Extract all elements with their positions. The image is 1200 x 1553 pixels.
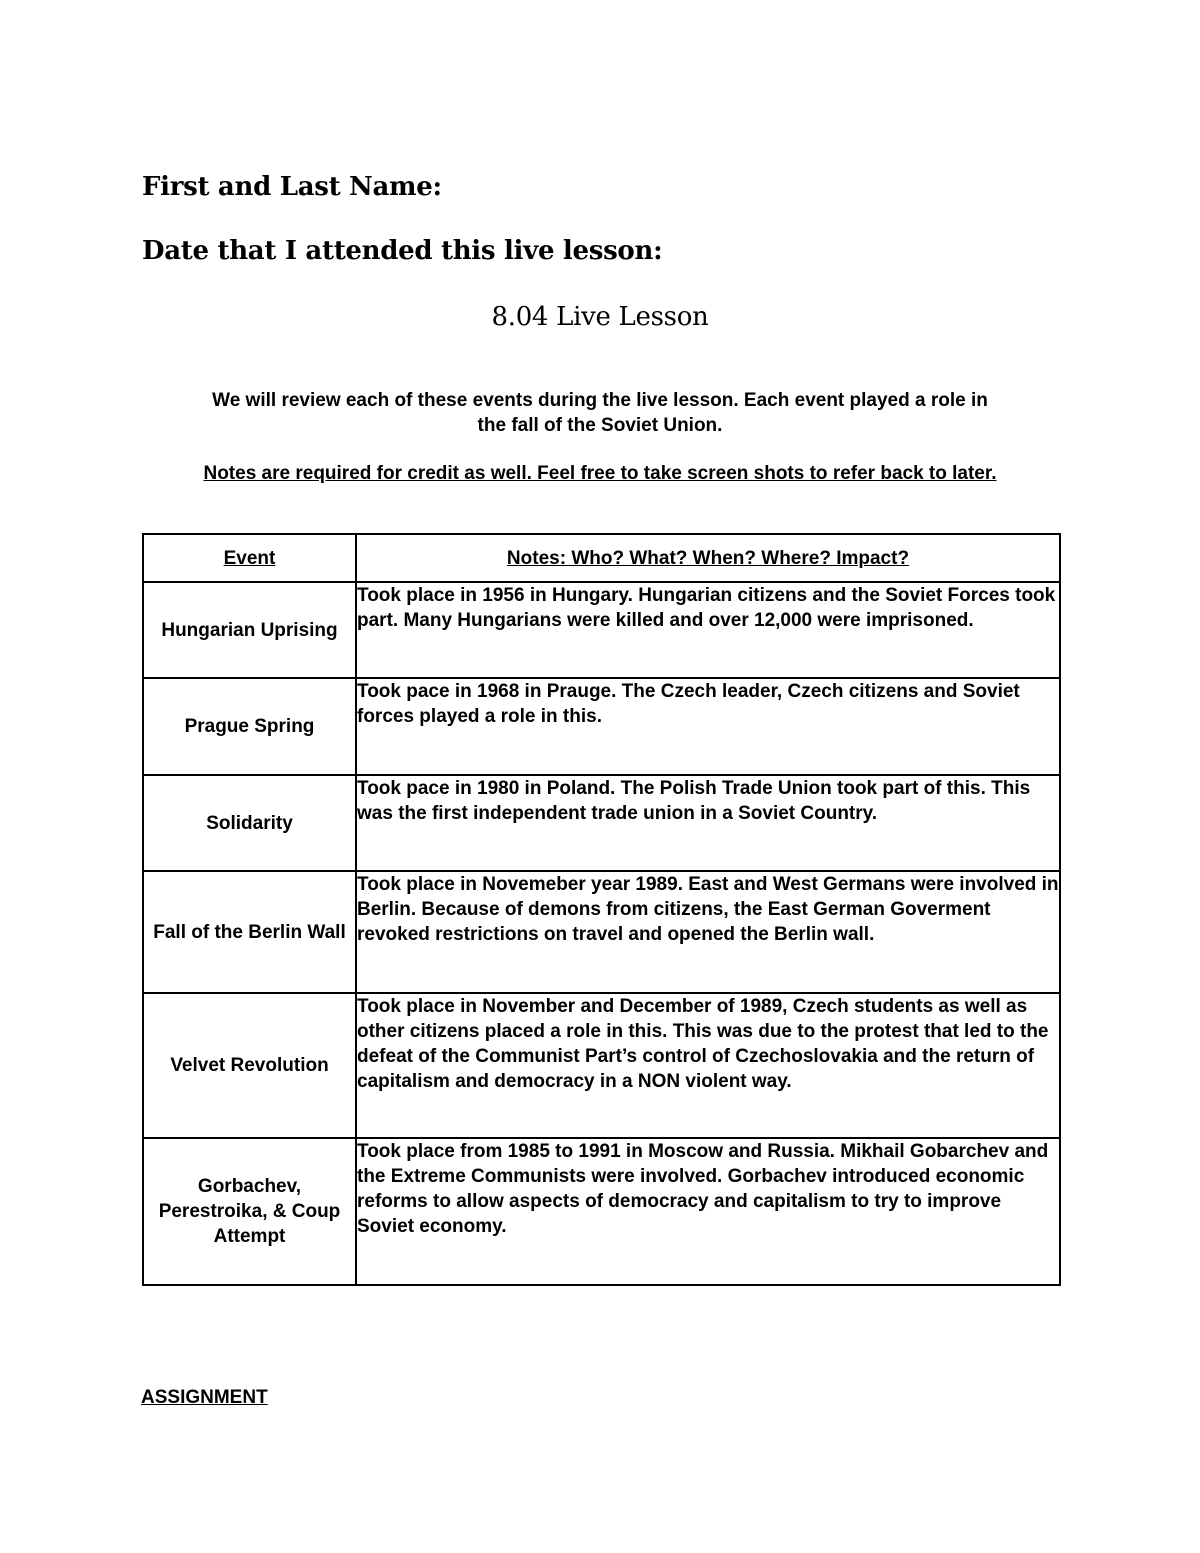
event-cell <box>143 678 356 775</box>
notes-cell[interactable] <box>356 871 1060 993</box>
events-table <box>142 533 1061 1286</box>
intro-line-1: We will review each of these events during the live lesson. Each event played a role in <box>212 390 988 411</box>
intro-line-2: the fall of the Soviet Union. <box>477 415 723 436</box>
notes-text: Took pace in 1980 in Poland. The Polish Trade Union took part of this. This was the first independent trade union in a Soviet Country. <box>357 778 1031 824</box>
event-name: Fall of the Berlin Wall <box>153 921 346 943</box>
table-row <box>143 678 1060 775</box>
lesson-title: 8.04 Live Lesson <box>491 302 709 332</box>
notes-text: Took place in 1956 in Hungary. Hungarian citizens and the Soviet Forces took part. Many Hungarians were killed and over 12,000 were imprisoned. <box>357 585 1056 631</box>
notes-text: Took place in Novemeber year 1989. East and West Germans were involved in Berlin. Because of demons from citizens, the East German Goverment revoked restrictions on travel and opened the Berlin wall. <box>357 874 1059 945</box>
notes-column-header: Notes: Who? What? When? Where? Impact? <box>356 534 1060 582</box>
intro-text <box>140 388 1060 438</box>
event-name: Gorbachev, Perestroika, & Coup Attempt <box>158 1176 341 1247</box>
notes-cell[interactable] <box>356 993 1060 1138</box>
notes-cell[interactable] <box>356 582 1060 678</box>
date-field-label: Date that I attended this live lesson: <box>142 236 663 266</box>
table-row <box>143 871 1060 993</box>
table-row <box>143 1138 1060 1285</box>
notes-cell[interactable] <box>356 775 1060 871</box>
table-row <box>143 993 1060 1138</box>
notes-text: Took pace in 1968 in Prauge. The Czech leader, Czech citizens and Soviet forces played a role in this. <box>357 681 1020 727</box>
notes-cell[interactable] <box>356 678 1060 775</box>
event-column-header: Event <box>143 534 356 582</box>
notes-required-text: Notes are required for credit as well. Feel free to take screen shots to refer back to later. <box>203 463 997 484</box>
event-name: Solidarity <box>206 812 293 834</box>
event-name: Velvet Revolution <box>170 1055 329 1076</box>
event-cell <box>143 871 356 993</box>
event-cell <box>143 993 356 1138</box>
notes-cell[interactable] <box>356 1138 1060 1285</box>
event-cell <box>143 1138 356 1285</box>
notes-text: Took place from 1985 to 1991 in Moscow and Russia. Mikhail Gobarchev and the Extreme Communists were involved. Gorbachev introduced economic reforms to allow aspects of democracy and capitalism to try to improve Soviet economy. <box>357 1141 1049 1237</box>
table-row <box>143 582 1060 678</box>
assignment-heading: ASSIGNMENT <box>141 1387 268 1408</box>
event-name: Hungarian Uprising <box>161 619 338 641</box>
name-field-label: First and Last Name: <box>142 172 442 202</box>
table-header-row <box>143 534 1060 582</box>
table-row <box>143 775 1060 871</box>
event-cell <box>143 582 356 678</box>
event-cell <box>143 775 356 871</box>
notes-text: Took place in November and December of 1989, Czech students as well as other citizens placed a role in this. This was due to the protest that led to the defeat of the Communist Part’s control of Czechoslovakia and the return of capitalism and democracy in a NON violent way. <box>357 996 1049 1092</box>
event-name: Prague Spring <box>184 716 315 737</box>
